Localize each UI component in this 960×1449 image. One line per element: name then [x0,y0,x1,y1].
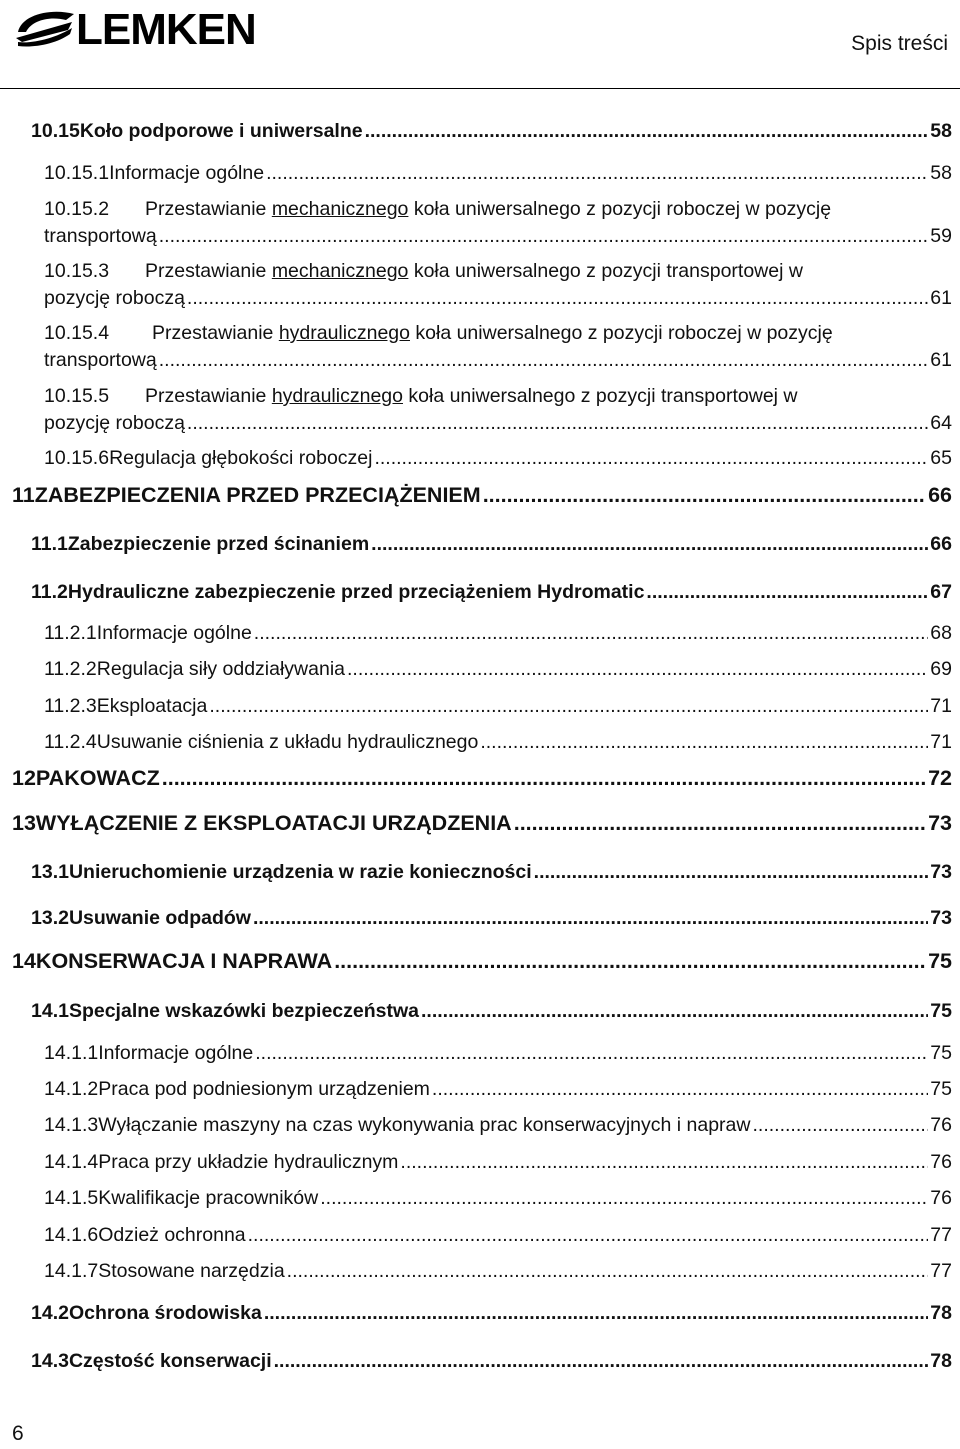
toc-title: KONSERWACJA I NAPRAWA [35,949,333,973]
toc-entry[interactable] [44,322,952,372]
toc-entry[interactable] [12,483,952,508]
toc-entry[interactable] [12,811,952,836]
toc-number: 14.1.6 [44,1224,99,1246]
toc-number: 14.1.1 [44,1042,99,1064]
toc-number: 10.15.5 [44,385,110,407]
toc-title-continued: transportową [44,225,157,247]
toc-entry[interactable] [44,1151,952,1174]
dot-leader [266,162,928,185]
toc-entry[interactable] [44,622,952,645]
toc-number: 13 [12,811,36,835]
toc-title: Specjalne wskazówki bezpieczeństwa [68,1000,420,1022]
toc-page: 78 [930,1350,952,1372]
header-rule [0,88,960,89]
toc-number: 14.1.3 [44,1114,99,1136]
toc-title: Eksploatacja [96,695,208,717]
toc-title: Kwalifikacje pracowników [98,1187,319,1209]
toc-page: 66 [930,533,952,555]
toc-page: 73 [930,861,952,883]
toc-title: Koło podporowe i uniwersalne [79,120,363,142]
toc-page: 76 [930,1187,952,1209]
toc-number: 14.1.4 [44,1151,99,1173]
toc-page: 58 [930,162,952,184]
toc-title: Regulacja siły oddziaływania [96,658,345,680]
toc-page: 75 [930,1078,952,1100]
toc-number: 14.1.2 [44,1078,99,1100]
toc-page: 64 [930,412,952,434]
dot-leader [159,349,929,372]
dot-leader [421,1000,928,1023]
dot-leader [255,1042,928,1065]
toc-title: ZABEZPIECZENIA PRZED PRZECIĄŻENIEM [34,483,481,507]
toc-title: Przestawianie hydraulicznego koła uniwersalnego z pozycji transportowej w [145,385,798,407]
toc-title: Usuwanie odpadów [68,907,251,929]
dot-leader [253,907,928,930]
dot-leader [264,1302,928,1325]
toc-page: 72 [928,766,952,790]
toc-entry[interactable] [12,949,952,974]
toc-title: Ochrona środowiska [68,1302,262,1324]
toc-title: Przestawianie mechanicznego koła uniwersalnego z pozycji transportowej w [145,260,803,282]
dot-leader [248,1224,929,1247]
toc-page: 61 [930,287,952,309]
toc-number: 12 [12,766,36,790]
toc-entry[interactable] [31,861,952,884]
dot-leader [187,412,928,435]
dot-leader [347,658,928,681]
toc-entry[interactable] [44,695,952,718]
toc-title: Usuwanie ciśnienia z układu hydraulicznego [96,731,479,753]
toc-page: 58 [930,120,952,142]
toc-page: 75 [928,949,952,973]
toc-page: 77 [930,1260,952,1282]
toc-entry[interactable] [31,1000,952,1023]
toc-page: 71 [930,731,952,753]
toc-entry[interactable] [44,731,952,754]
toc-entry[interactable] [31,581,952,604]
toc-number: 10.15 [31,120,80,142]
dot-leader [374,447,928,470]
toc-entry[interactable] [31,907,952,930]
toc-number: 10.15.4 [44,322,110,344]
toc-title: PAKOWACZ [35,766,160,790]
dot-leader [371,533,928,556]
toc-title: Hydrauliczne zabezpieczenie przed przeciążeniem Hydromatic [67,581,645,603]
toc-entry[interactable] [44,1260,952,1283]
toc-entry[interactable] [44,385,952,435]
toc-title: Stosowane narzędzia [98,1260,285,1282]
dot-leader [254,622,929,645]
dot-leader [274,1350,929,1373]
toc-number: 14.1 [31,1000,69,1022]
toc-page: 61 [930,349,952,371]
dot-leader [534,861,929,884]
toc-page: 66 [928,483,952,507]
toc-entry[interactable] [44,447,952,470]
toc-number: 14.1.5 [44,1187,99,1209]
dot-leader [162,766,926,791]
toc-entry[interactable] [31,1302,952,1325]
toc-entry[interactable] [31,533,952,556]
toc-page: 76 [930,1151,952,1173]
lemken-logo [12,2,297,50]
toc-number: 11.2.3 [44,695,97,717]
toc-title-continued: transportową [44,349,157,371]
toc-title-continued: pozycję roboczą [44,287,185,309]
toc-number: 11 [12,483,35,507]
toc-number: 11.2.4 [44,731,97,753]
toc-number: 13.2 [31,907,69,929]
toc-page: 71 [930,695,952,717]
toc-page: 77 [930,1224,952,1246]
toc-page: 73 [930,907,952,929]
toc-entry[interactable] [44,260,952,310]
toc-number: 14.3 [31,1350,69,1372]
toc-number: 10.15.2 [44,198,110,220]
dot-leader [514,811,926,836]
toc-entry[interactable] [44,1042,952,1065]
toc-entry[interactable] [44,658,952,681]
page-header [0,0,960,92]
toc-page: 65 [930,447,952,469]
dot-leader [334,949,926,974]
toc-number: 14 [12,949,36,973]
toc-number: 14.2 [31,1302,69,1324]
toc-title: Praca pod podniesionym urządzeniem [98,1078,430,1100]
dot-leader [432,1078,928,1101]
toc-number: 11.2.2 [44,658,97,680]
toc-entry[interactable] [44,1224,952,1247]
toc-entry[interactable] [44,1114,952,1137]
toc-entry[interactable] [44,1187,952,1210]
toc-title: Częstość konserwacji [68,1350,272,1372]
toc-title: Wyłączanie maszyny na czas wykonywania prac konserwacyjnych i napraw [98,1114,751,1136]
toc-title: Zabezpieczenie przed ścinaniem [67,533,370,555]
toc-page: 76 [930,1114,952,1136]
toc-page: 69 [930,658,952,680]
dot-leader [480,731,928,754]
toc-number: 10.15.6 [44,447,110,469]
dot-leader [159,225,929,248]
toc-title: Praca przy układzie hydraulicznym [98,1151,399,1173]
toc-page: 67 [930,581,952,603]
toc-page: 75 [930,1000,952,1022]
toc-title: Odzież ochronna [98,1224,246,1246]
toc-title: Informacje ogólne [98,1042,254,1064]
dot-leader [287,1260,929,1283]
toc-entry[interactable] [31,120,952,143]
page-number: 6 [12,1422,24,1445]
toc-entry[interactable] [44,162,952,185]
toc-title: Unieruchomienie urządzenia w razie konieczności [68,861,532,883]
toc-page: 68 [930,622,952,644]
toc-page: 75 [930,1042,952,1064]
toc-number: 10.15.3 [44,260,110,282]
toc-number: 14.1.7 [44,1260,99,1282]
toc-title: Informacje ogólne [109,162,265,184]
toc-number: 11.2 [31,581,68,603]
dot-leader [483,483,926,508]
toc-number: 11.1 [31,533,68,555]
toc-title: Informacje ogólne [96,622,252,644]
dot-leader [320,1187,928,1210]
dot-leader [646,581,928,604]
toc-page: 59 [930,225,952,247]
toc-number: 11.2.1 [44,622,97,644]
logo-text: LEMKEN [76,5,256,50]
toc-title: Przestawianie mechanicznego koła uniwersalnego z pozycji roboczej w pozycję [145,198,832,220]
toc-entry[interactable] [12,766,952,791]
section-title: Spis treści [851,32,948,55]
toc-entry[interactable] [31,1350,952,1373]
toc-page: 78 [930,1302,952,1324]
toc-title-continued: pozycję roboczą [44,412,185,434]
toc-entry[interactable] [44,198,952,248]
dot-leader [187,287,928,310]
toc-number: 10.15.1 [44,162,110,184]
dot-leader [752,1114,928,1137]
dot-leader [365,120,929,143]
toc-title: WYŁĄCZENIE Z EKSPLOATACJI URZĄDZENIA [35,811,512,835]
toc-title: Regulacja głębokości roboczej [109,447,373,469]
toc-number: 13.1 [31,861,69,883]
toc-page: 73 [928,811,952,835]
dot-leader [209,695,928,718]
dot-leader [400,1151,928,1174]
toc-title: Przestawianie hydraulicznego koła uniwersalnego z pozycji roboczej w pozycję [152,322,833,344]
toc-entry[interactable] [44,1078,952,1101]
